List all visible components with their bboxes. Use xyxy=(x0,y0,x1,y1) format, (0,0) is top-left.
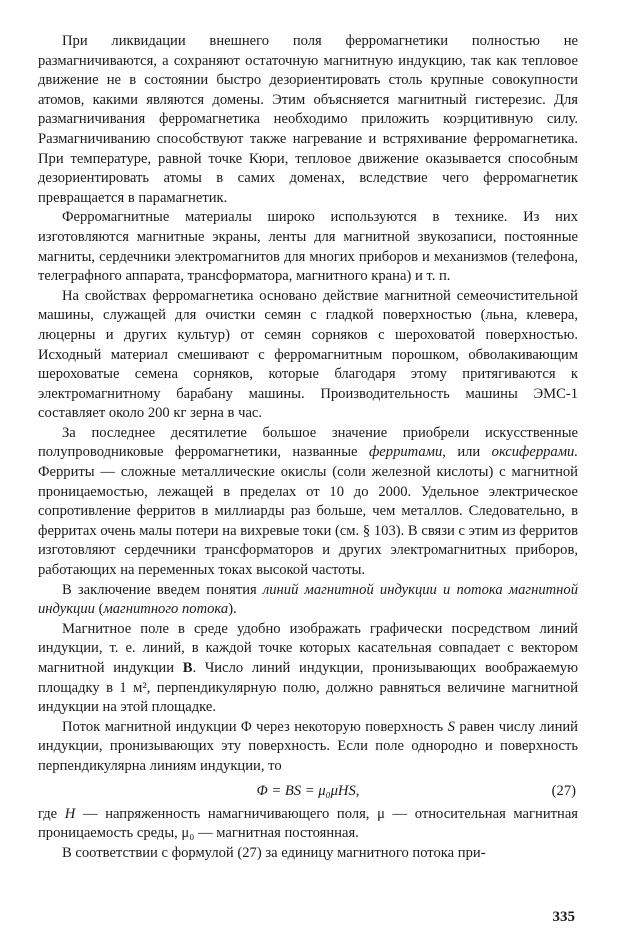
text-run: На свойствах ферромагнетика основано действие магнитной семеочистительной машины, служащей для очистки семян с гладкой поверхностью (льна, клевера, люцерны и других культур) от семян сорняков с шероховатой поверхностью. Исходный материал смешивают с ферромагнитным порошком, обволакивающим шероховатые семена сорняков, которые благодаря этому притягиваются к электромагнитному барабану машины. Производительность машины ЭМС-1 составляет около 200 кг зерна в час. xyxy=(38,287,578,422)
text-run: ( xyxy=(94,601,104,618)
text-run: . Число линий индукции, пронизывающих воображаемую площадку в 1 м², перпендикулярную полю, должно равняться величине магнитной индукции на этой площадке. xyxy=(38,660,578,716)
formula-expression: Φ = BS = μ₀μHS, xyxy=(256,782,360,799)
italic-term: магнитного потока xyxy=(103,601,229,618)
text-column xyxy=(38,32,578,863)
body-text-before-formula xyxy=(38,32,578,777)
paragraph xyxy=(38,208,578,286)
text-run: , или xyxy=(442,444,492,461)
italic-term: ферритами xyxy=(368,444,443,461)
paragraph xyxy=(38,287,578,424)
paragraph xyxy=(38,620,578,718)
paragraph xyxy=(38,844,578,864)
formula-number: (27) xyxy=(551,782,576,799)
body-text-after-formula xyxy=(38,805,578,864)
text-run: — напряженность намагничивающего поля, μ — относительная магнитная проницаемость среды, μ₀ — магнитная постоянная. xyxy=(38,805,579,842)
italic-term: H xyxy=(64,805,76,822)
paragraph xyxy=(38,424,578,581)
italic-term: оксиферрами. xyxy=(491,444,578,461)
text-run: Ферромагнитные материалы широко используются в технике. Из них изготовляются магнитные экраны, ленты для магнитной звукозаписи, постоянные магниты, сердечники электромагнитов для многих приборов и механизмов (телефона, телеграфного аппарата, трансформатора, магнитного крана) и т. п. xyxy=(38,209,578,285)
paragraph xyxy=(38,581,578,620)
text-run: В соответствии с формулой (27) за единицу магнитного потока при- xyxy=(62,844,486,861)
text-run: равен числу линий индукции, пронизывающих эту поверхность. Если поле однородно и поверхность перпендикулярна линиям индукции, то xyxy=(38,718,578,774)
bold-symbol: B xyxy=(182,660,193,676)
paragraph xyxy=(38,805,578,844)
italic-term: S xyxy=(447,718,455,735)
equation-27 xyxy=(38,778,578,804)
text-run: Поток магнитной индукции Φ через некоторую поверхность xyxy=(62,718,448,735)
text-run: В заключение введем понятия xyxy=(62,581,263,598)
text-run: где xyxy=(38,805,65,822)
italic-term: линий магнитной индукции и потока магнитной индукции xyxy=(38,581,578,618)
text-run: За последнее десятилетие большое значение приобрели искусственные полупроводниковые ферромагнетики, названные xyxy=(38,424,578,461)
text-run: При ликвидации внешнего поля ферромагнетики полностью не размагничиваются, а сохраняют остаточную магнитную индукцию, так как тепловое движение не в состоянии быстро дезориентировать столь крупные совокупности атомов, какими являются домены. Этим объясняется магнитный гистерезис. Для размагничивания ферромагнетика необходимо приложить коэрцитивную силу. Размагничиванию способствуют также нагревание и встряхивание ферромагнетика. При температуре, равной точке Кюри, тепловое движение оказывается способным дезориентировать атомы в самих доменах, вследствие чего ферромагнетик превращается в парамагнетик. xyxy=(38,33,578,206)
page-number: 335 xyxy=(552,909,575,925)
paragraph xyxy=(38,718,578,777)
paragraph xyxy=(38,32,578,208)
text-run: Магнитное поле в среде удобно изображать графически посредством линий индукции, т. е. линий, в каждой точке которых касательная совпадает с вектором магнитной индукции xyxy=(38,620,578,676)
text-run: Ферриты — сложные металлические окислы (соли железной кислоты) с магнитной проницаемостью, лежащей в пределах от 10 до 2000. Удельное электрическое сопротивление ферритов в миллиарды раз больше, чем металлов. Следовательно, в ферритах очень малы потери на вихревые токи (см. § 103). В связи с этим из ферритов изготовляют сердечники трансформаторов и других электромагнитных приборов, работающих на переменных токах высокой частоты. xyxy=(38,464,578,579)
text-run: ). xyxy=(228,601,237,618)
